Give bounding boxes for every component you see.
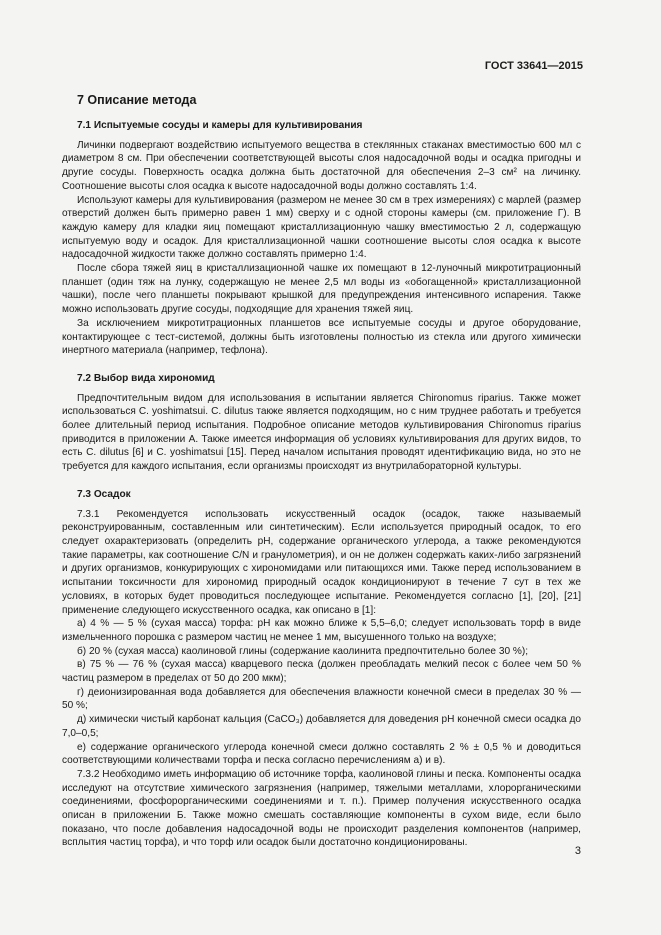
list-item: д) химически чистый карбонат кальция (CaCO₃) добавляется для доведения pH конечной смеси осадка до 7,0–0,5; [62,714,581,739]
paragraph: Личинки подвергают воздействию испытуемого вещества в стеклянных стаканах вместимостью 600 мл с диаметром 8 см. При обеспечении соответствующей высоты слоя надосадочной воды и осадка пригодны и другие сосуды. Поверхность осадка должна быть достаточной для обеспечения 2–3 см² на личинку. Соотношение высоты слоя осадка к высоте надосадочной воды должно составлять 1:4. [62,139,581,192]
paragraph: Используют камеры для культивирования (размером не менее 30 см в трех измерениях) с марлей (размер отверстий должен быть примерно равен 1 мм) сверху и с одной стороны камеры (см. приложение Г). В каждую камеру для кладки яиц помещают кристаллизационную чашку вместимостью 2 л, содержащую испытуемую воду и осадок. Для кристаллизационной чашки соотношение высоты слоя осадка к высоте надосадочной жидкости также должно составлять примерно 1:4. [62,194,581,261]
list-item: а) 4 % — 5 % (сухая масса) торфа: pH как можно ближе к 5,5–6,0; следует использовать торф в виде измельченного порошка с размером частиц не менее 1 мм, высушенного только на воздухе; [62,618,581,643]
subsection-7-1-title: 7.1 Испытуемые сосуды и камеры для культивирования [77,120,363,131]
page-content [62,92,581,850]
paragraph: 7.3.1 Рекомендуется использовать искусственный осадок (осадок, также называемый реконструированным, составленным или синтетическим). Если используется природный осадок, то его следует охарактеризовать (определить pH, содержание органического углерода, а также рекомендуются такие параметры, как соотношение C/N и гранулометрия), и он не должен содержать каких-либо загрязнений и других организмов, конкурирующих с хирономидами или питающихся ими. Также перед использованием в испытании токсичности для хирономид природный осадок кондиционируют в течение 7 сут в тех же условиях, в которых будет проводиться последующее испытание. Рекомендуется согласно [1], [20], [21] применение следующего искусственного осадка, как описано в [1]: [62,508,581,616]
paragraph: За исключением микротитрационных планшетов все испытуемые сосуды и другое оборудование, контактирующее с тест-системой, должны быть изготовлены полностью из стекла или другого химически инертного материала (например, тефлона). [62,317,581,357]
standard-number: ГОСТ 33641—2015 [484,60,583,72]
paragraph: Предпочтительным видом для использования в испытании является Chironomus riparius. Также может использоваться C. yoshimatsui. C. dilutus также является подходящим, но с ним труднее работать и требуется более длительный период испытания. Подробное описание методов культивирования Chironomus riparius приводится в приложении А. Также имеется информация об условиях культивирования для других видов, то есть C. dilutus [6] и C. yoshimatsui [15]. Перед началом испытания проводят идентификацию вида, но это не требуется для каждого испытания, если организмы происходят из внутрилабораторной культуры. [62,392,581,473]
page-number: 3 [574,845,581,857]
subsection-7-2-title: 7.2 Выбор вида хирономид [77,372,215,384]
subsection-7-3-title: 7.3 Осадок [77,488,131,500]
list-item: г) деионизированная вода добавляется для обеспечения влажности конечной смеси в пределах 30 % — 50 %; [62,686,581,712]
paragraph: После сбора тяжей яиц в кристаллизационной чашке их помещают в 12-луночный микротитрационный планшет (один тяж на лунку, содержащую не менее 2,5 мл воды из «обогащенной» кристаллизационной чашки), после чего планшеты покрывают крышкой для предупреждения интенсивного испарения. Также можно использовать другие сосуды, подходящие для хранения тяжей яиц. [62,263,581,316]
paragraph: 7.3.2 Необходимо иметь информацию об источнике торфа, каолиновой глины и песка. Компоненты осадка исследуют на отсутствие химического загрязнения (например, тяжелыми металлами, хлорорганическими соединениями, фосфорорганическими соединениями и т. п.). Пример получения искусственного осадка описан в приложении Б. Также можно смешать составляющие компоненты в сухом виде, если было показано, что после добавления надосадочной воды не происходит разделения компонентов (например, всплытия частиц торфа), и что торф или осадок были достаточно кондиционированы. [62,768,581,849]
section-title: 7 Описание метода [77,93,197,107]
list-item: б) 20 % (сухая масса) каолиновой глины (содержание каолинита предпочтительно более 30 %); [77,645,529,657]
list-item: е) содержание органического углерода конечной смеси должно составлять 2 % ± 0,5 % и доводиться соответствующими количествами торфа и песка согласно перечислениям а) и в). [62,741,581,767]
list-item: в) 75 % — 76 % (сухая масса) кварцевого песка (должен преобладать мелкий песок с более чем 50 % частиц размером в пределах от 50 до 200 мкм); [62,659,581,685]
